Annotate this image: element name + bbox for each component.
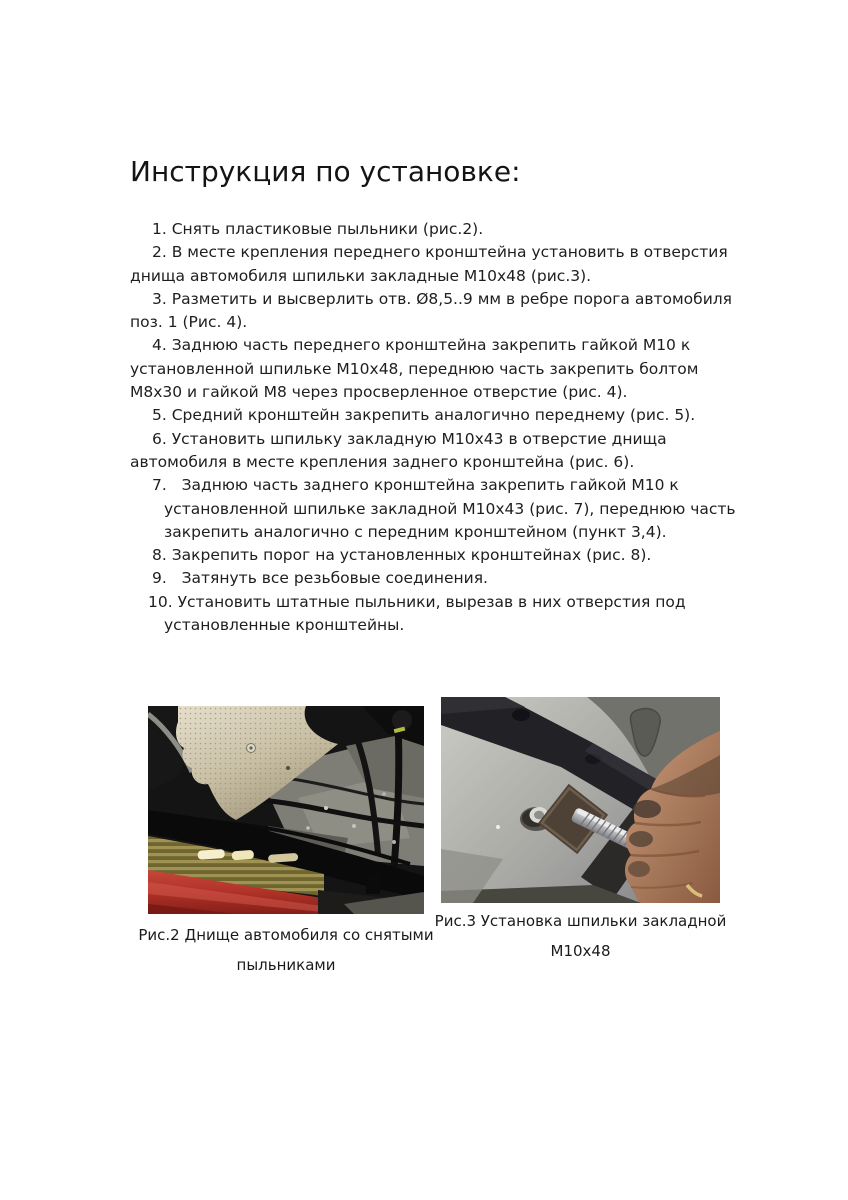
instruction-line: 3. Разметить и высверлить отв. Ø8,5..9 мм в ребре порога автомобиля [152,289,733,308]
instruction-line: 4. Заднюю часть переднего кронштейна закрепить гайкой М10 к [152,336,691,355]
instruction-line: поз. 1 (Рис. 4). [130,313,248,332]
figure3-caption-line1: Рис.3 Установка шпильки закладной [434,912,727,930]
figure2-caption-line1: Рис.2 Днище автомобиля со снятыми [138,926,434,944]
instruction-line: установленной шпильке закладной М10х43 (рис. 7), переднюю часть [164,499,736,518]
figure2-caption [134,920,438,980]
figure3-caption-line2: М10х48 [550,942,611,960]
instruction-line: автомобиля в месте крепления заднего кронштейна (рис. 6). [130,452,635,471]
page-title: Инструкция по установке: [130,155,521,188]
underbody-photo-art [148,706,424,914]
instruction-line: 7. Заднюю часть заднего кронштейна закрепить гайкой М10 к [152,476,679,495]
instruction-line: 2. В месте крепления переднего кронштейна установить в отверстия [152,243,728,262]
figure3-caption [429,906,732,966]
instruction-line: закрепить аналогично с передним кронштейном (пункт 3,4). [164,522,667,541]
instruction-line: установленной шпильке М10х48, переднюю часть закрепить болтом [130,359,699,378]
instruction-line: 8. Закрепить порог на установленных кронштейнах (рис. 8). [152,546,652,565]
instruction-line: 9. Затянуть все резьбовые соединения. [152,569,488,588]
instruction-line: установленные кронштейны. [164,616,405,635]
instruction-line: М8х30 и гайкой М8 через просверленное отверстие (рис. 4). [130,383,628,402]
instruction-line: 6. Установить шпильку закладную М10х43 в отверстие днища [152,429,667,448]
figure2-underbody-photo [148,706,424,914]
instruction-line: 10. Установить штатные пыльники, вырезав в них отверстия под [148,592,686,611]
figure2-caption-line2: пыльниками [236,956,336,974]
instruction-line: днища автомобиля шпильки закладные М10х48 (рис.3). [130,266,592,285]
instruction-line: 5. Средний кронштейн закрепить аналогично переднему (рис. 5). [152,406,696,425]
stud-photo-art [441,697,720,903]
instruction-line: 1. Снять пластиковые пыльники (рис.2). [152,220,484,238]
instruction-list [130,218,750,637]
figure3-stud-photo [441,697,720,903]
